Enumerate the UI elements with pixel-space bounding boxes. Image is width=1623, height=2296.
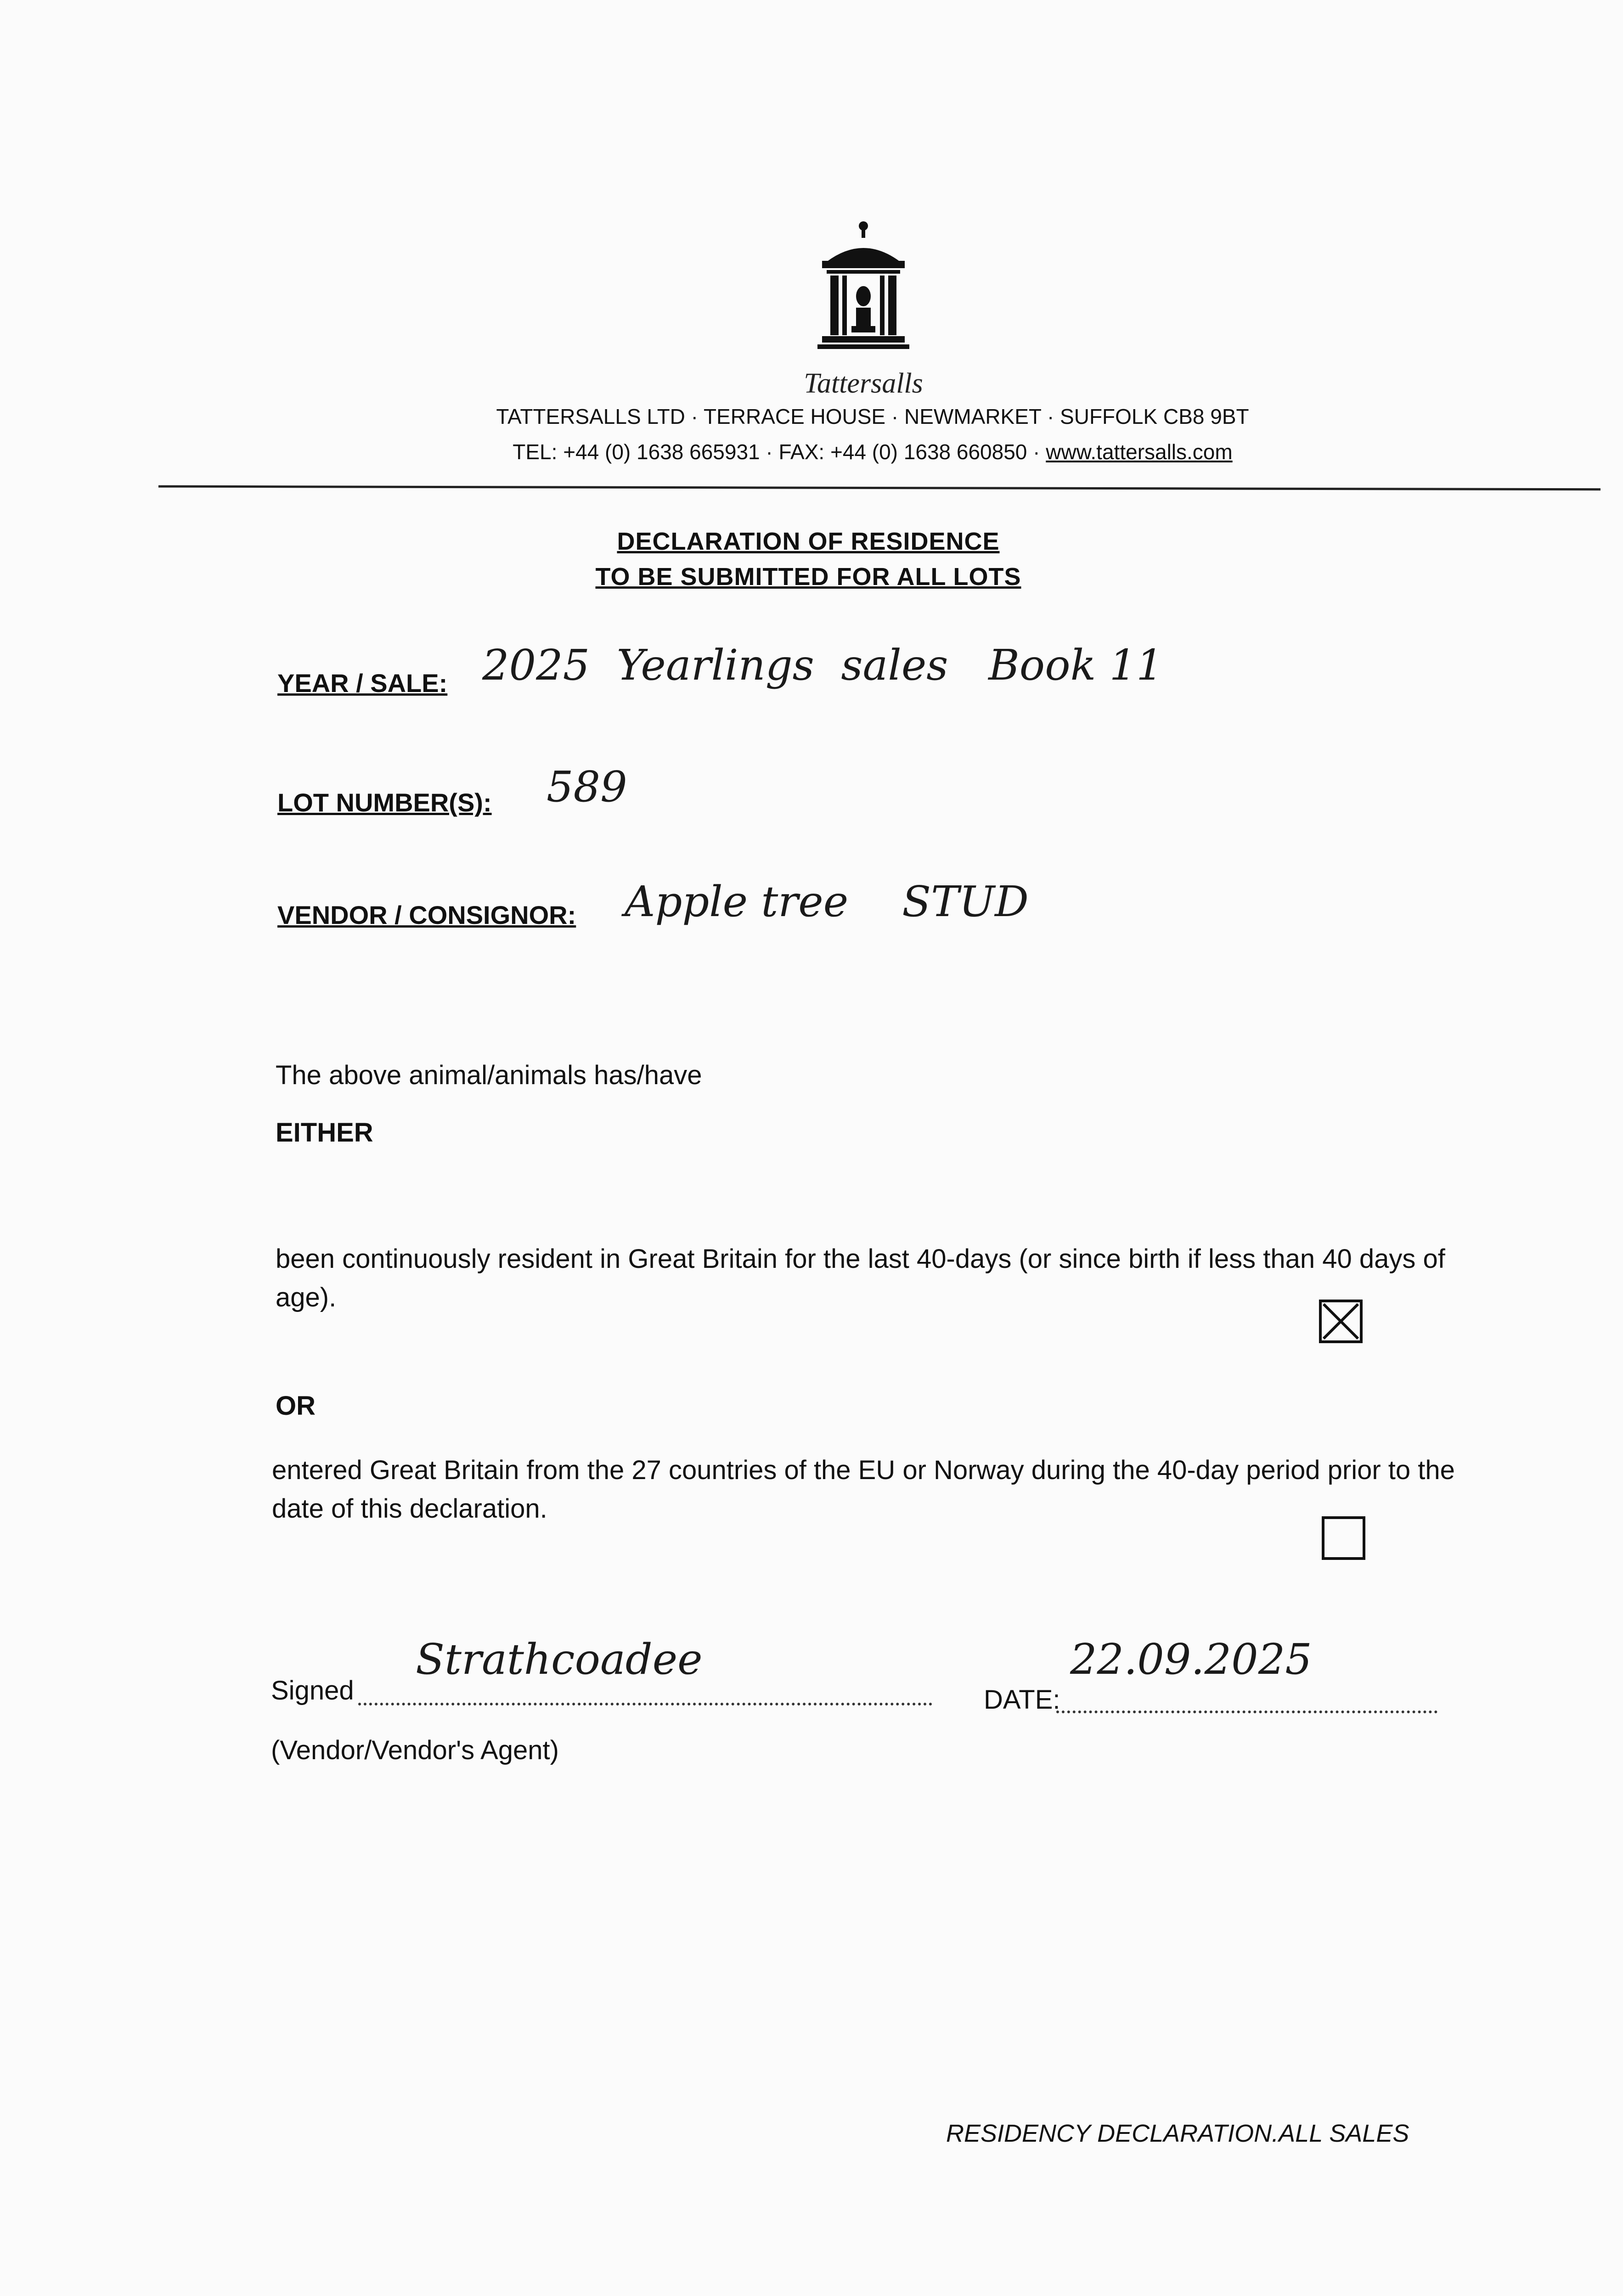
option2-checkbox[interactable] bbox=[1322, 1516, 1365, 1560]
website-link[interactable]: www.tattersalls.com bbox=[1046, 440, 1233, 464]
date-line bbox=[1056, 1711, 1437, 1713]
footer-label: RESIDENCY DECLARATION.ALL SALES bbox=[946, 2120, 1409, 2147]
option1-checkbox[interactable] bbox=[1319, 1300, 1363, 1343]
option2-text: entered Great Britain from the 27 countries of the EU or Norway during the 40-day period prior to the date of this declaration. bbox=[272, 1455, 1455, 1524]
contact-line bbox=[413, 439, 1332, 464]
date-label: DATE: bbox=[984, 1685, 1060, 1715]
document-title: DECLARATION OF RESIDENCE bbox=[617, 528, 1000, 555]
check-x-icon bbox=[1322, 1302, 1360, 1340]
lot-number-value[interactable]: 589 bbox=[547, 762, 627, 811]
or-label: OR bbox=[276, 1391, 316, 1421]
either-label: EITHER bbox=[276, 1118, 373, 1148]
vendor-value[interactable]: Apple tree STUD bbox=[625, 877, 1029, 926]
header-divider bbox=[158, 485, 1600, 491]
option1-text: been continuously resident in Great Britain for the last 40-days (or since birth if less than 40 days of age). bbox=[276, 1244, 1445, 1312]
document-subtitle: TO BE SUBMITTED FOR ALL LOTS bbox=[595, 563, 1021, 591]
contact-text: TEL: +44 (0) 1638 665931 · FAX: +44 (0) 1638 660850 · bbox=[513, 440, 1046, 464]
signature-line bbox=[358, 1703, 932, 1705]
year-sale-value[interactable]: 2025 Yearlings sales Book 11 bbox=[482, 641, 1163, 690]
lot-number-label: LOT NUMBER(S): bbox=[277, 788, 492, 817]
brand-name: Tattersalls bbox=[804, 368, 923, 399]
date-value[interactable]: 22.09.2025 bbox=[1070, 1635, 1312, 1684]
vendor-label: VENDOR / CONSIGNOR: bbox=[277, 900, 576, 929]
year-sale-label: YEAR / SALE: bbox=[277, 669, 448, 698]
signer-role: (Vendor/Vendor's Agent) bbox=[271, 1735, 559, 1765]
signed-label: Signed bbox=[271, 1676, 354, 1705]
intro-text: The above animal/animals has/have bbox=[276, 1060, 702, 1090]
signature-value[interactable]: Strathcoadee bbox=[416, 1635, 703, 1684]
address-line: TATTERSALLS LTD · TERRACE HOUSE · NEWMARKET · SUFFOLK CB8 9BT bbox=[496, 405, 1249, 428]
tattersalls-logo bbox=[808, 216, 919, 372]
